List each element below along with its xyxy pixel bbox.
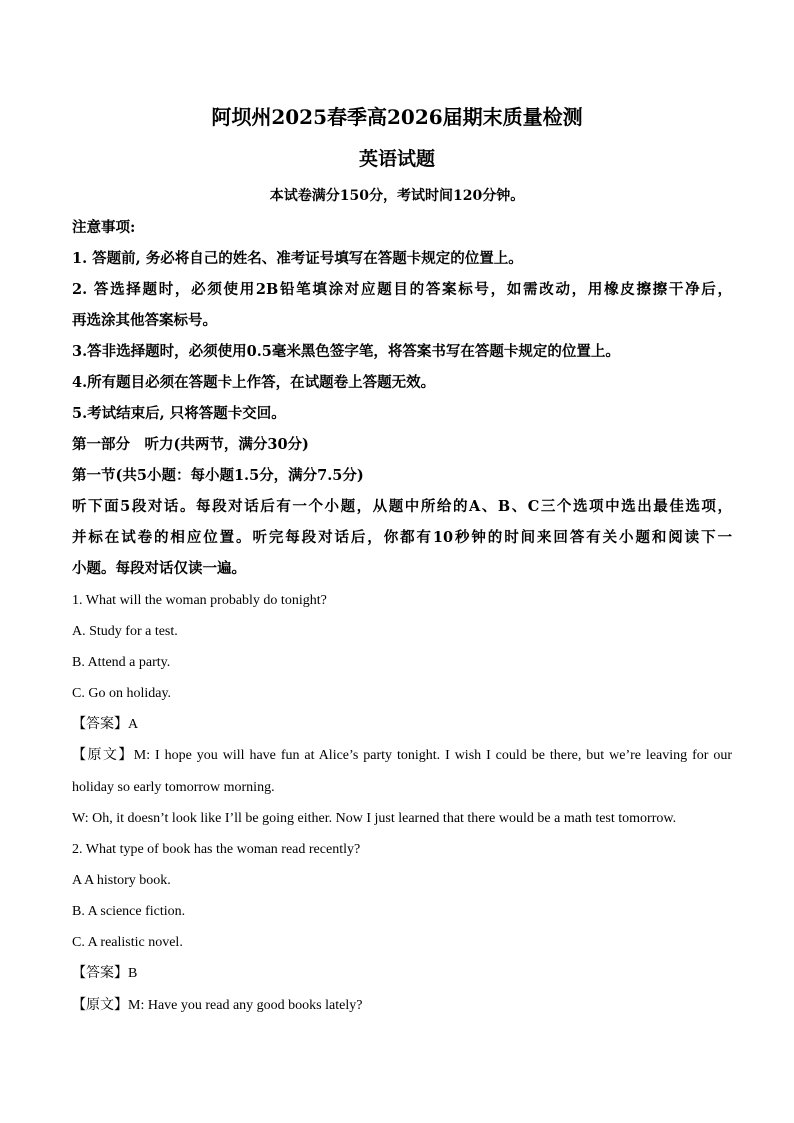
subject-title: 英语试题 [358, 148, 435, 170]
q1-script-line-2: holiday so early tomorrow morning. [72, 780, 275, 795]
q1-option-c: C. Go on holiday. [72, 686, 172, 701]
q1-script-text-1: M: I hope you will have fun at Alice’s party tonight. I wish I could be there, but we’re leaving for our [133, 748, 732, 763]
part1-heading: 第一部分 听力(共两节，满分30分) [72, 436, 309, 453]
notice-item-1: 1. 答题前, 务必将自己的姓名、准考证号填写在答题卡规定的位置上。 [72, 250, 523, 267]
q2-answer-value: B [128, 966, 138, 981]
q1-option-b: B. Attend a party. [72, 655, 171, 670]
q1-question: 1. What will the woman probably do tonight? [72, 593, 327, 608]
q2-script-label: 【原文】 [72, 998, 128, 1013]
q1-answer [72, 714, 732, 736]
notice-item-2-line-1: 2. 答选择题时，必须使用2B铅笔填涂对应题目的答案标号，如需改动，用橡皮擦擦干净后， [72, 281, 732, 298]
notice-item-5: 5.考试结束后, 只将答题卡交回。 [72, 405, 286, 422]
notice-item-4: 4.所有题目必须在答题卡上作答，在试题卷上答题无效。 [72, 374, 436, 391]
instructions-line-2: 并标在试卷的相应位置。听完每段对话后，你都有10秒钟的时间来回答有关小题和阅读下一 [72, 529, 732, 546]
q2-answer [72, 963, 732, 985]
notice-item-2-line-2: 再选涂其他答案标号。 [72, 312, 217, 329]
q2-answer-label: 【答案】 [72, 966, 128, 981]
q1-script-line-1 [72, 745, 732, 767]
q1-script-line-3: W: Oh, it doesn’t look like I’ll be going either. Now I just learned that there would be a math test tomorrow. [72, 811, 677, 826]
q2-script-text-1: M: Have you read any good books lately? [128, 998, 363, 1013]
q2-question: 2. What type of book has the woman read recently? [72, 842, 361, 857]
q2-option-a: A A history book. [72, 873, 171, 888]
q1-option-a: A. Study for a test. [72, 624, 178, 639]
section1-heading: 第一节(共5小题：每小题1.5分，满分7.5分) [72, 467, 364, 484]
exam-title: 阿坝州2025春季高2026届期末质量检测 [211, 105, 583, 129]
q2-option-b: B. A science fiction. [72, 904, 186, 919]
q1-answer-value: A [128, 717, 139, 732]
q1-answer-label: 【答案】 [72, 717, 128, 732]
notice-heading: 注意事项: [72, 219, 136, 236]
q1-script-label: 【原文】 [72, 748, 134, 763]
instructions-line-3: 小题。每段对话仅读一遍。 [72, 560, 246, 577]
instructions-line-1: 听下面5段对话。每段对话后有一个小题，从题中所给的A、B、C三个选项中选出最佳选项， [72, 498, 732, 515]
notice-item-3: 3.答非选择题时，必须使用0.5毫米黑色签字笔，将答案书写在答题卡规定的位置上。 [72, 343, 620, 360]
q2-script-line-1 [72, 995, 732, 1017]
exam-info: 本试卷满分150分，考试时间120分钟。 [269, 188, 525, 204]
q2-option-c: C. A realistic novel. [72, 935, 183, 950]
